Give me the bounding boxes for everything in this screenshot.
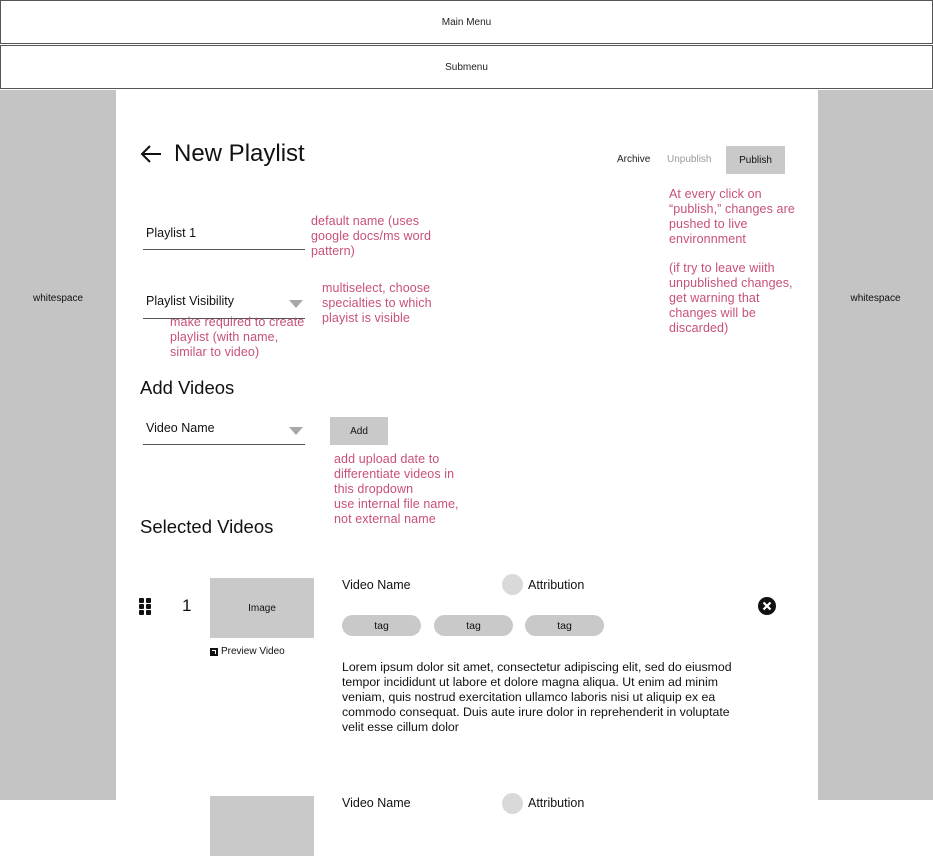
video-description: Lorem ipsum dolor sit amet, consectetur adipiscing elit, sed do eiusmod tempor incididunt ut labore et dolore magna aliqua. Ut enim ad minim veniam, quis nostrud exercitation ullamco laboris nisi ut aliquip ex ea commodo consequat. Duis aute irure dolor in reprehenderit in voluptate velit esse cillum dolor — [342, 660, 732, 734]
note-multiselect: multiselect, choose specialties to which playist is visible — [322, 281, 432, 325]
selected-videos-heading: Selected Videos — [140, 516, 274, 537]
note-dropdown: add upload date to differentiate videos in this dropdown use internal file name, not external name — [334, 452, 459, 526]
tag-chip[interactable]: tag — [525, 615, 604, 636]
note-publish: At every click on “publish,” changes are pushed to live environnment — [669, 187, 795, 246]
thumbnail-label: Image — [248, 602, 276, 614]
attribution: Attribution — [528, 796, 585, 810]
unpublish-button[interactable]: Unpublish — [667, 154, 712, 165]
remove-video-close-icon[interactable] — [758, 597, 776, 615]
publish-button[interactable]: Publish — [726, 146, 785, 174]
main-menu-label: Main Menu — [441, 16, 492, 28]
video-thumbnail — [210, 796, 314, 856]
submenu-label: Submenu — [445, 61, 488, 73]
note-default-name: default name (uses google docs/ms word pattern) — [311, 214, 432, 258]
video-name: Video Name — [342, 578, 411, 592]
video-thumbnail — [210, 578, 314, 638]
chevron-down-icon — [289, 300, 303, 308]
avatar — [502, 793, 523, 814]
external-link-icon — [210, 648, 218, 656]
video-name-select-label: Video Name — [146, 421, 215, 435]
add-video-button[interactable]: Add — [330, 417, 388, 445]
right-whitespace-label: whitespace — [850, 293, 901, 304]
playlist-name-field[interactable]: Playlist 1 — [143, 226, 305, 250]
tag-chip[interactable]: tag — [434, 615, 513, 636]
preview-video-label: Preview Video — [221, 646, 285, 657]
submenu-bar[interactable] — [0, 45, 933, 89]
note-required: make required to create playlist (with name, similar to video) — [170, 315, 305, 359]
tag-chip[interactable]: tag — [342, 615, 421, 636]
chevron-down-icon — [289, 427, 303, 435]
note-leave-warning: (if try to leave wiith unpublished changes, get warning that changes will be discarded) — [669, 261, 793, 335]
preview-video-link[interactable] — [210, 646, 285, 657]
page-title: New Playlist — [174, 140, 305, 167]
playlist-visibility-label: Playlist Visibility — [146, 294, 234, 308]
add-videos-heading: Add Videos — [140, 377, 235, 398]
avatar — [502, 574, 523, 595]
row-number: 1 — [182, 596, 192, 615]
page-header — [140, 140, 305, 168]
drag-handle-icon[interactable] — [139, 598, 153, 614]
back-arrow-icon[interactable] — [140, 145, 162, 163]
archive-button[interactable]: Archive — [617, 154, 651, 165]
left-whitespace-panel — [0, 90, 116, 800]
left-whitespace-label: whitespace — [32, 293, 84, 304]
video-name-select[interactable] — [143, 421, 305, 445]
video-name: Video Name — [342, 796, 411, 810]
right-whitespace-panel — [818, 90, 933, 800]
attribution: Attribution — [528, 578, 585, 592]
main-menu-bar[interactable] — [0, 0, 933, 44]
